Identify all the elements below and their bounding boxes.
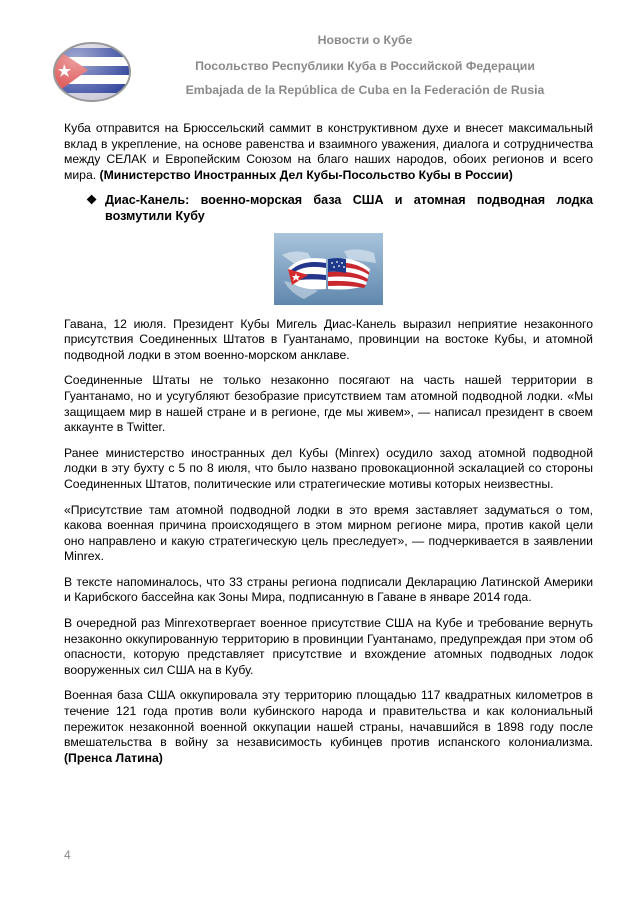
header-embassy-russian: Посольство Республики Куба в Российской Федерации bbox=[195, 59, 535, 73]
article-paragraph: В тексте напоминалось, что 33 страны региона подписали Декларацию Латинской Америки и Карибского бассейна как Зоны Мира, подписанную в Гаване в январе 2014 года. bbox=[64, 574, 593, 605]
page-content bbox=[64, 121, 593, 776]
article-headline bbox=[86, 193, 593, 224]
intro-text: Куба отправится на Брюссельский саммит в конструктивном духе и внесет максимальный вклад в укрепление, на основе равенства и взаимного уважения, диалога и сотрудничества между СЕЛАК и Европейским Союзом на благо наших народов, обоих регионов и всего мира. bbox=[64, 121, 593, 182]
header-embassy-spanish: Embajada de la República de Cuba en la Federación de Rusia bbox=[185, 83, 545, 97]
article-paragraph: Гавана, 12 июля. Президент Кубы Мигель Диас-Канель выразил неприятие незаконного присутствия Соединенных Штатов в Гуантанамо, провинции на востоке Кубы, и атомной подводной лодки в этом военно-морском анклаве. bbox=[64, 316, 593, 362]
page-number: 4 bbox=[64, 848, 71, 862]
cuba-flag-logo bbox=[52, 40, 132, 104]
header-news-title: Новости о Кубе bbox=[317, 33, 413, 47]
article-source: (Пренса Латина) bbox=[64, 750, 163, 765]
intro-source: (Министерство Иностранных Дел Кубы-Посольство Кубы в России) bbox=[99, 167, 513, 182]
article-paragraph: В очередной раз Minrexотвергает военное присутствие США на Кубе и требование вернуть незаконно оккупированную территорию в провинции Гуантанамо, предупреждая при этом об опасности, которую представляет присутствие и вхождение атомных подводных лодок вооруженных сил США на в Кубу. bbox=[64, 616, 593, 677]
article-paragraph: Ранее министерство иностранных дел Кубы (Minrex) осудило заход атомной подводной лодки в эту бухту с 5 по 8 июля, что было названо провокационной эскалацией со стороны Соединенных Штатов, политические или стратегические мотивы которых неизвестны. bbox=[64, 445, 593, 491]
last-paragraph-text: Военная база США оккупировала эту территорию площадью 117 квадратных километров в течение 121 года против воли кубинского народа и правительства и как колониальный пережиток незаконной военной оккупации нашей страны, начавшийся в 1898 году после вмешательства в войну за независимость кубинцев против испанского колониализма. bbox=[64, 688, 593, 750]
diamond-bullet-icon: ❖ bbox=[86, 193, 98, 208]
page-header bbox=[0, 0, 637, 110]
cuba-usa-flags-image bbox=[274, 233, 383, 305]
article-paragraph-last bbox=[64, 688, 593, 766]
intro-paragraph bbox=[64, 121, 593, 183]
article-paragraph: «Присутствие там атомной подводной лодки в это время заставляет задуматься о том, какова военная причина происходящего в этом мирном регионе мира, против какой цели оно направлено и какую стратегическую цель преследует», — подчеркивается в заявлении Minrex. bbox=[64, 502, 593, 564]
article-paragraph: Соединенные Штаты не только незаконно посягают на часть нашей территории в Гуантанамо, но и усугубляют безобразие присутствием там атомной подводной лодки. «Мы защищаем мир в нашей стране и в регионе, где мы живем», — написал президент в своем аккаунте в Twitter. bbox=[64, 373, 593, 435]
headline-text: Диас-Канель: военно-морская база США и атомная подводная лодка возмутили Кубу bbox=[105, 193, 593, 223]
